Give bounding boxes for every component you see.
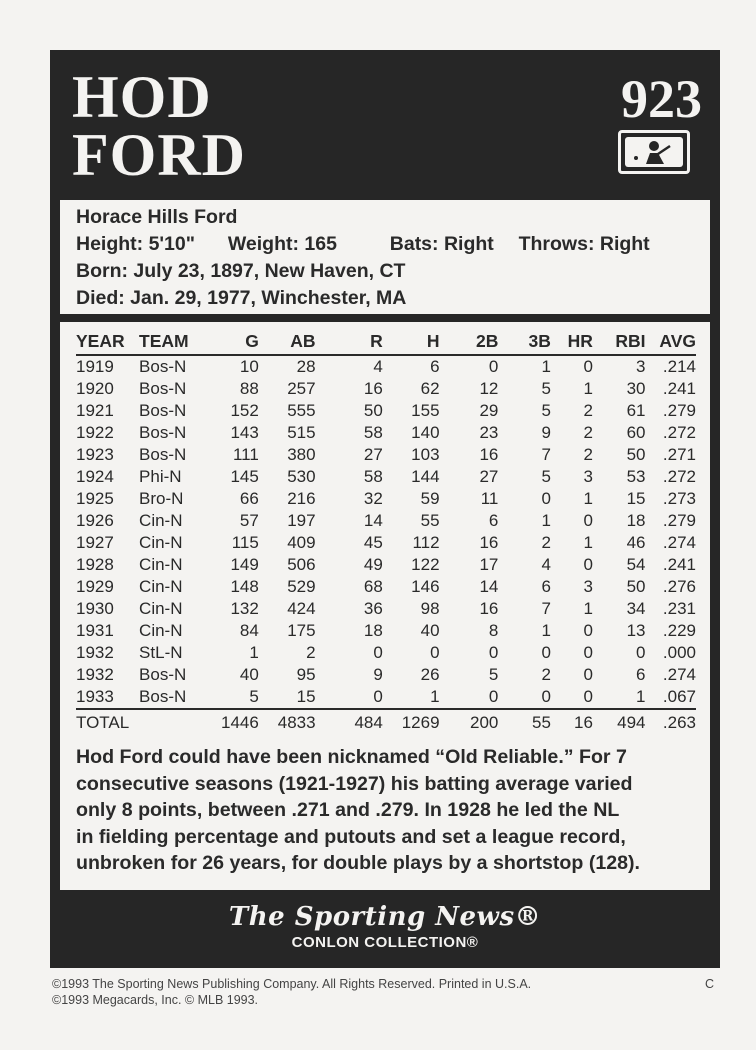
stats-cell: 40 [239,665,259,684]
stats-cell: 5 [541,379,551,398]
stats-cell: 132 [230,599,259,618]
stats-row [76,598,696,620]
stats-cell: 15 [296,687,316,706]
stats-cell: 16 [479,599,499,618]
stats-cell: 0 [488,643,499,662]
copyright-line-1: ©1993 The Sporting News Publishing Company. All Rights Reserved. Printed in U.S.A. [52,977,532,991]
stats-cell: 55 [420,511,440,530]
stats-cell: 59 [420,489,440,508]
stats-header-cell: 3B [498,328,551,355]
stats-cell: .276 [662,577,696,596]
stats-cell: 18 [363,621,383,640]
stats-cell: 88 [239,379,259,398]
stats-cell: Cin-N [139,533,183,552]
stats-cell: 1919 [76,357,114,376]
player-blurb [76,744,706,877]
stats-cell: 3 [636,357,646,376]
stats-cell: 0 [583,665,593,684]
stats-cell: 0 [583,511,593,530]
stats-cell: 0 [488,357,499,376]
stats-cell: 103 [411,445,440,464]
stats-cell: 14 [363,511,383,530]
stats-cell: .241 [662,379,696,398]
stats-cell: 1 [430,687,440,706]
stats-cell: 1 [583,379,593,398]
stats-cell: 146 [411,577,440,596]
stats-total-cell: 1446 [204,709,259,736]
stats-cell: 1927 [76,533,114,552]
stats-cell: 57 [239,511,259,530]
blurb-line: consecutive seasons (1921-1927) his batting average varied [76,772,633,795]
stats-cell: 155 [411,401,440,420]
stats-cell: 152 [230,401,259,420]
stats-row [76,444,696,466]
stats-cell: 515 [287,423,316,442]
stats-cell: Cin-N [139,555,183,574]
stats-cell: 111 [232,445,259,464]
stats-cell: 16 [363,379,383,398]
born: Born: July 23, 1897, New Haven, CT [76,260,406,282]
stats-cell: 3 [583,467,593,486]
stats-cell: 1 [636,687,646,706]
stats-cell: 9 [373,665,383,684]
stats-cell: 6 [541,577,551,596]
stats-cell: 30 [626,379,646,398]
stats-row [76,532,696,554]
stats-header-cell: G [204,328,259,355]
stats-row [76,576,696,598]
stats-cell: Bos-N [139,357,187,376]
stats-cell: 529 [287,577,316,596]
stats-cell: 1 [541,357,551,376]
stats-cell: 12 [479,379,499,398]
stats-cell: .000 [662,643,696,662]
stats-cell: Cin-N [139,511,183,530]
stats-row [76,378,696,400]
stats-cell: 148 [230,577,259,596]
stats-row [76,664,696,686]
stats-cell: 1925 [76,489,114,508]
stats-cell: 424 [287,599,316,618]
stats-cell: 13 [626,621,646,640]
stats-cell: 66 [239,489,259,508]
stats-cell: 149 [230,555,259,574]
stats-cell: .214 [662,357,696,376]
stats-cell: StL-N [139,643,183,662]
stats-cell: 1 [583,489,593,508]
stats-cell: 1 [583,599,593,618]
copyright [52,976,722,1008]
stats-header-cell: HR [551,328,593,355]
stats-cell: 1933 [76,687,114,706]
stats-cell: 140 [411,423,440,442]
stats-cell: 0 [583,643,593,662]
stats-total-cell [139,709,204,736]
stats-cell: 1 [541,621,551,640]
stats-cell: Cin-N [139,599,183,618]
stats-cell: 1921 [76,401,114,420]
stats-cell: 7 [541,599,551,618]
stats-cell: 28 [296,357,316,376]
stats-cell: 29 [479,401,499,420]
stats-cell: .274 [662,665,696,684]
stats-cell: 0 [583,357,593,376]
stats-cell: 409 [287,533,316,552]
brand-footer [50,902,720,951]
stats-cell: 5 [488,665,499,684]
stats-cell: 145 [230,467,259,486]
stats-row [76,510,696,532]
stats-cell: 8 [488,621,499,640]
stats-cell: 2 [583,423,593,442]
stats-cell: 27 [479,467,499,486]
stats-header-cell: TEAM [139,328,204,355]
stats-header-cell: YEAR [76,328,139,355]
stats-cell: 197 [287,511,316,530]
stats-cell: 15 [626,489,646,508]
stats-cell: 530 [287,467,316,486]
stats-cell: 98 [420,599,440,618]
stats-row [76,466,696,488]
stats-total-cell: 200 [440,709,499,736]
stats-cell: 23 [479,423,499,442]
stats-cell: .241 [662,555,696,574]
stats-header-cell: 2B [440,328,499,355]
stats-cell: Phi-N [139,467,182,486]
stats-cell: 9 [541,423,551,442]
stats-cell: 1932 [76,643,114,662]
stats-cell: 506 [287,555,316,574]
stats-header-cell: RBI [593,328,646,355]
stats-cell: 555 [287,401,316,420]
stats-cell: 62 [420,379,440,398]
corner-mark: C [704,977,714,991]
stats-cell: 11 [480,489,499,508]
stats-cell: 1 [583,533,593,552]
stats-row [76,620,696,642]
stats-cell: 115 [231,533,259,552]
stats-table [76,328,696,736]
stats-panel [60,322,710,890]
stats-total-cell: 1269 [383,709,440,736]
stats-cell: 2 [306,643,316,662]
stats-cell: 84 [239,621,259,640]
stats-cell: 5 [249,687,259,706]
player-name [72,64,246,188]
stats-cell: 1930 [76,599,114,618]
stats-cell: 16 [479,445,499,464]
stats-total-cell: .263 [645,709,696,736]
stats-cell: 1923 [76,445,114,464]
stats-total-cell: TOTAL [76,709,139,736]
stats-cell: 26 [420,665,440,684]
stats-cell: 2 [541,533,551,552]
stats-row [76,488,696,510]
blurb-line: Hod Ford could have been nicknamed “Old Reliable.” For 7 [76,746,627,768]
stats-cell: .272 [662,423,696,442]
sporting-news-logo: The Sporting News® [228,902,542,932]
stats-total-cell: 4833 [259,709,316,736]
blurb-line: in fielding percentage and putouts and set a league record, [76,825,626,848]
stats-cell: 60 [626,423,646,442]
stats-cell: 380 [287,445,316,464]
stats-cell: 58 [363,467,383,486]
stats-cell: 143 [230,423,259,442]
stats-cell: 0 [488,687,499,706]
stats-total-cell: 484 [316,709,383,736]
stats-cell: Bos-N [139,445,187,464]
stats-cell: 7 [541,445,551,464]
height: Height: 5'10" [76,233,195,255]
stats-cell: 17 [479,555,499,574]
stats-cell: 4 [373,357,383,376]
stats-cell: Bos-N [139,379,187,398]
stats-total-cell: 16 [551,709,593,736]
stats-header-cell: AB [259,328,316,355]
stats-cell: 4 [541,555,551,574]
stats-cell: 6 [636,665,646,684]
bats: Bats: Right [389,233,494,255]
stats-cell: 32 [363,489,383,508]
stats-cell: 36 [363,599,383,618]
stats-cell: Cin-N [139,577,183,596]
stats-row [76,642,696,664]
bio-panel [60,200,710,314]
stats-cell: .231 [662,599,696,618]
card-back [50,50,720,968]
stats-cell: 1932 [76,665,114,684]
stats-total-cell: 494 [593,709,646,736]
stats-row [76,686,696,709]
stats-cell: 0 [583,555,593,574]
stats-cell: 112 [412,533,440,552]
stats-cell: 95 [296,665,316,684]
stats-cell: 5 [541,401,551,420]
throws: Throws: Right [518,233,650,255]
stats-cell: 1920 [76,379,114,398]
stats-cell: 10 [239,357,259,376]
stats-cell: 1929 [76,577,114,596]
died: Died: Jan. 29, 1977, Winchester, MA [76,287,407,309]
stats-cell: 53 [626,467,646,486]
stats-cell: 50 [626,577,646,596]
stats-cell: .271 [662,445,696,464]
stats-cell: .279 [662,401,696,420]
stats-cell: 1924 [76,467,114,486]
stats-cell: 40 [420,621,440,640]
stats-cell: 0 [636,643,646,662]
stats-cell: 6 [488,511,499,530]
stats-cell: 1931 [76,621,114,640]
stats-cell: .274 [662,533,696,552]
stats-cell: .229 [662,621,696,640]
copyright-line-2: ©1993 Megacards, Inc. © MLB 1993. [52,993,259,1007]
stats-cell: 46 [626,533,646,552]
stats-cell: 34 [626,599,646,618]
card-number: 923 [621,69,702,129]
stats-cell: 1 [249,643,259,662]
stats-cell: 14 [479,577,499,596]
stats-header-cell: AVG [645,328,696,355]
stats-header-cell: R [316,328,383,355]
conlon-collection: CONLON COLLECTION® [291,934,479,951]
stats-header-cell: H [383,328,440,355]
stats-cell: 0 [583,621,593,640]
first-name: HOD [72,64,212,130]
stats-cell: 175 [287,621,316,640]
stats-cell: 216 [287,489,316,508]
stats-cell: Bos-N [139,401,187,420]
stats-cell: 0 [430,643,440,662]
stats-cell: 1922 [76,423,114,442]
stats-cell: 27 [363,445,383,464]
full-name: Horace Hills Ford [76,206,238,228]
stats-cell: 16 [479,533,499,552]
stats-cell: Cin-N [139,621,183,640]
stats-total-row [76,709,696,736]
stats-cell: 61 [626,401,646,420]
stats-cell: 18 [626,511,646,530]
stats-cell: .272 [662,467,696,486]
stats-cell: 0 [541,643,551,662]
stats-cell: 2 [583,445,593,464]
stats-cell: .273 [662,489,696,508]
stats-total-cell: 55 [498,709,551,736]
stats-row [76,554,696,576]
stats-cell: 45 [363,533,383,552]
stats-cell: 54 [626,555,646,574]
stats-cell: 0 [373,643,383,662]
stats-row [76,355,696,378]
stats-cell: Bos-N [139,423,187,442]
stats-cell: 68 [363,577,383,596]
physical-line [76,231,694,258]
stats-cell: 0 [373,687,383,706]
stats-cell: .279 [662,511,696,530]
stats-cell: Bos-N [139,687,187,706]
stats-cell: 2 [583,401,593,420]
stats-row [76,422,696,444]
stats-cell: 1928 [76,555,114,574]
stats-cell: 50 [626,445,646,464]
stats-cell: 144 [411,467,440,486]
stats-cell: Bos-N [139,665,187,684]
stats-cell: 5 [541,467,551,486]
stats-cell: 49 [363,555,383,574]
stats-cell: 1 [541,511,551,530]
stats-cell: 3 [583,577,593,596]
stats-cell: 2 [541,665,551,684]
stats-cell: 50 [363,401,383,420]
mlb-logo-icon [618,130,690,174]
stats-row [76,400,696,422]
stats-cell: 6 [430,357,440,376]
stats-cell: 58 [363,423,383,442]
blurb-line: unbroken for 26 years, for double plays by a shortstop (128). [76,852,640,874]
stats-cell: 0 [583,687,593,706]
stats-cell: 0 [541,489,551,508]
stats-cell: 1926 [76,511,114,530]
last-name: FORD [72,122,246,188]
weight: Weight: 165 [227,233,337,255]
stats-cell: .067 [662,687,696,706]
stats-cell: 257 [287,379,316,398]
blurb-line: only 8 points, between .271 and .279. In 1928 he led the NL [76,799,620,821]
stats-cell: 0 [541,687,551,706]
stats-cell: Bro-N [139,489,184,508]
stats-cell: 122 [411,555,440,574]
